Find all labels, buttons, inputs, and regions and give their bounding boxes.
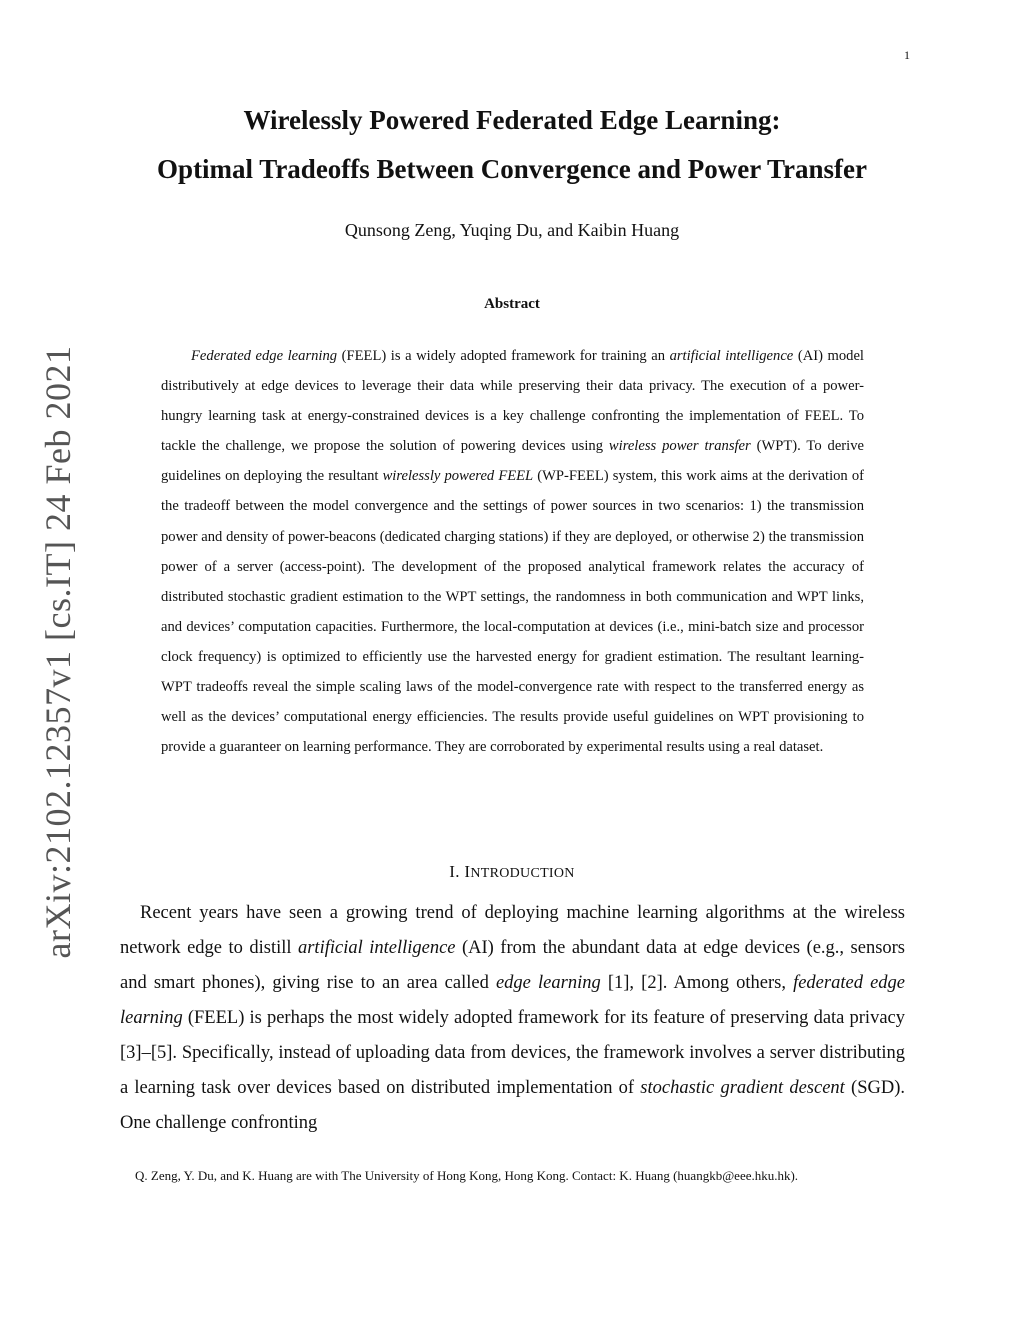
author-list: Qunsong Zeng, Yuqing Du, and Kaibin Huang bbox=[344, 220, 680, 240]
author-affiliation-footnote: Q. Zeng, Y. Du, and K. Huang are with The University of Hong Kong, Hong Kong. Contact: K. Huang (huangkb@eee.hku.hk). bbox=[135, 1168, 799, 1183]
intro-text: Recent years have seen a growing trend of deploying machine learning algorithms at the wireless network edge to distill bbox=[120, 903, 905, 958]
intro-emphasis: edge learning bbox=[495, 973, 601, 993]
section-title-initial: I bbox=[464, 862, 471, 881]
intro-emphasis: artificial intelligence bbox=[297, 938, 456, 958]
intro-emphasis: federated edge learning bbox=[120, 973, 905, 1028]
abstract-body bbox=[161, 341, 864, 762]
section-heading-introduction bbox=[0, 862, 1024, 882]
intro-emphasis: stochastic gradient descent bbox=[640, 1078, 845, 1098]
abstract-text: (WP-FEEL) system, this work aims at the derivation of the tradeoff between the model convergence and the settings of power sources in two scenarios: 1) the transmission power and density of power-beacons (dedicated charging stations) if they are deployed, or otherwise 2) the transmission power of a server (access-point). The development of the proposed analytical framework relates the accuracy of distributed stochastic gradient estimation to the WPT settings, the randomness in both communication and WPT links, and devices’ computation capacities. Furthermore, the local-computation at devices (i.e., mini-batch size and processor clock frequency) is optimized to efficiently use the harvested energy for gradient estimation. The resultant learning-WPT tradeoffs reveal the simple scaling laws of the model-convergence rate with respect to the transferred energy as well as the devices’ computational energy efficiencies. The results provide useful guidelines on WPT provisioning to provide a guaranteer on learning performance. They are corroborated by experimental results using a real dataset. bbox=[161, 468, 864, 756]
abstract-emphasis: wireless power transfer bbox=[608, 438, 751, 455]
abstract-text: (FEEL) is a widely adopted framework for training an bbox=[337, 348, 670, 364]
arxiv-identifier: arXiv:2102.12357v1 [cs.IT] 24 Feb 2021 bbox=[38, 345, 78, 959]
introduction-paragraph bbox=[120, 896, 905, 1141]
intro-text: (AI) from the abundant data at edge devices (e.g., sensors and smart phones), giving rise to an area called bbox=[120, 938, 905, 993]
page-number: 1 bbox=[904, 48, 910, 62]
abstract-emphasis: artificial intelligence bbox=[669, 348, 794, 364]
intro-text: (FEEL) is perhaps the most widely adopted framework for its feature of preserving data privacy [3]–[5]. Specifically, instead of uploading data from devices, the framework involves a server distributing a learning task over devices based on distributed implementation of bbox=[120, 1008, 905, 1098]
abstract-text: (AI) model distributively at edge devices to leverage their data while preserving their data privacy. The execution of a power-hungry learning task at energy-constrained devices is a key challenge confronting the implementation of FEEL. To tackle the challenge, we propose the solution of powering devices using bbox=[161, 348, 864, 455]
paper-title bbox=[0, 96, 1024, 194]
abstract-text: (WPT). To derive guidelines on deploying the resultant bbox=[161, 438, 864, 485]
intro-text: [1], [2]. Among others, bbox=[600, 973, 794, 993]
section-title-rest: NTRODUCTION bbox=[470, 866, 575, 881]
abstract-heading: Abstract bbox=[484, 296, 540, 312]
title-line-1: Wirelessly Powered Federated Edge Learning: bbox=[243, 105, 781, 135]
abstract-emphasis: Federated edge learning bbox=[191, 348, 338, 364]
section-numeral: I. bbox=[449, 862, 460, 881]
intro-text: (SGD). One challenge confronting bbox=[120, 1078, 905, 1133]
abstract-emphasis: wirelessly powered FEEL bbox=[382, 468, 534, 485]
title-line-2: Optimal Tradeoffs Between Convergence and Power Transfer bbox=[157, 154, 867, 184]
